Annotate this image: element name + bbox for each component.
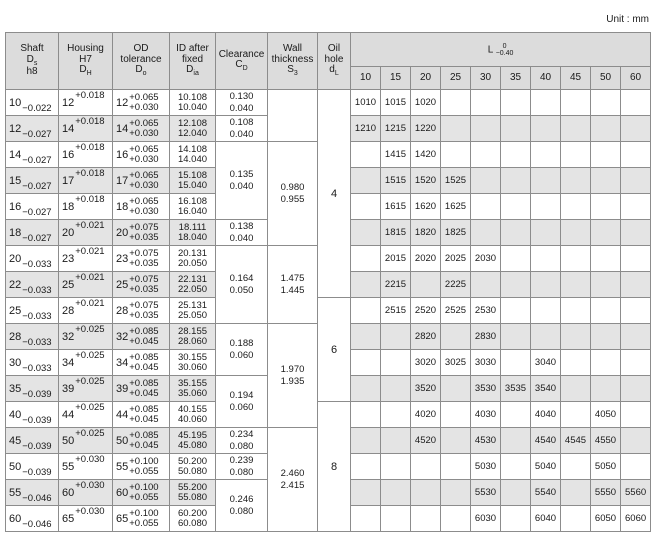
- length-code-cell: 2015: [381, 246, 411, 272]
- length-code-cell: [531, 116, 561, 142]
- od-cell: 65 +0.100 +0.055: [113, 506, 170, 532]
- length-code-cell: 3535: [501, 376, 531, 402]
- length-code-cell: [411, 272, 441, 298]
- length-code-cell: [381, 402, 411, 428]
- length-code-cell: [501, 298, 531, 324]
- housing-cell: 28 +0.021: [59, 298, 113, 324]
- clearance-cell: 0.234 0.080: [216, 428, 268, 454]
- length-code-cell: [561, 376, 591, 402]
- clearance-cell: 0.194 0.060: [216, 376, 268, 428]
- length-code-cell: [531, 168, 561, 194]
- length-code-cell: [351, 220, 381, 246]
- length-code-cell: 3040: [531, 350, 561, 376]
- wall-thickness-cell: [268, 90, 318, 142]
- length-code-cell: [351, 194, 381, 220]
- length-code-cell: [471, 168, 501, 194]
- shaft-cell: 15 −0.027: [6, 168, 59, 194]
- header-wall-thickness: Wall thickness $S_3$: [268, 33, 318, 90]
- length-code-cell: [501, 90, 531, 116]
- shaft-cell: 45 −0.039: [6, 428, 59, 454]
- length-code-cell: 5530: [471, 480, 501, 506]
- length-code-cell: [381, 454, 411, 480]
- length-code-cell: [381, 350, 411, 376]
- length-code-cell: [411, 454, 441, 480]
- oil-hole-cell: 6: [318, 298, 351, 402]
- shaft-cell: 25 −0.033: [6, 298, 59, 324]
- table-row: [6, 298, 651, 324]
- header-length-col: 45: [561, 67, 591, 90]
- housing-cell: 60 +0.030: [59, 480, 113, 506]
- length-code-cell: 2515: [381, 298, 411, 324]
- length-code-cell: [591, 142, 621, 168]
- length-code-cell: 2525: [441, 298, 471, 324]
- housing-cell: 55 +0.030: [59, 454, 113, 480]
- od-cell: 18 +0.065 +0.030: [113, 194, 170, 220]
- length-code-cell: [561, 194, 591, 220]
- length-code-cell: [561, 90, 591, 116]
- length-code-cell: [561, 506, 591, 532]
- length-code-cell: [471, 220, 501, 246]
- length-code-cell: 5560: [621, 480, 651, 506]
- shaft-cell: 28 −0.033: [6, 324, 59, 350]
- length-code-cell: [621, 298, 651, 324]
- length-code-cell: [351, 402, 381, 428]
- length-code-cell: [591, 376, 621, 402]
- housing-cell: 20 +0.021: [59, 220, 113, 246]
- length-code-cell: 3030: [471, 350, 501, 376]
- length-code-cell: [561, 402, 591, 428]
- length-code-cell: 2530: [471, 298, 501, 324]
- housing-cell: 14 +0.018: [59, 116, 113, 142]
- length-code-cell: [501, 324, 531, 350]
- length-code-cell: 1420: [411, 142, 441, 168]
- id-after-fixed-cell: 25.131 25.050: [170, 298, 216, 324]
- length-code-cell: 1615: [381, 194, 411, 220]
- header-length-col: 40: [531, 67, 561, 90]
- length-code-cell: [501, 142, 531, 168]
- shaft-cell: 55 −0.046: [6, 480, 59, 506]
- length-code-cell: [441, 480, 471, 506]
- housing-cell: 34 +0.025: [59, 350, 113, 376]
- bushing-dimension-table: [5, 32, 651, 532]
- id-after-fixed-cell: 28.155 28.060: [170, 324, 216, 350]
- od-cell: 16 +0.065 +0.030: [113, 142, 170, 168]
- length-code-cell: [351, 246, 381, 272]
- od-cell: 23 +0.075 +0.035: [113, 246, 170, 272]
- length-code-cell: 4550: [591, 428, 621, 454]
- od-cell: 55 +0.100 +0.055: [113, 454, 170, 480]
- id-after-fixed-cell: 22.131 22.050: [170, 272, 216, 298]
- od-cell: 39 +0.085 +0.045: [113, 376, 170, 402]
- od-cell: 60 +0.100 +0.055: [113, 480, 170, 506]
- length-code-cell: 1525: [441, 168, 471, 194]
- length-code-cell: [621, 246, 651, 272]
- unit-label: Unit : mm: [606, 14, 649, 25]
- header-clearance: Clearance $C_D$: [216, 33, 268, 90]
- length-code-cell: [621, 116, 651, 142]
- length-code-cell: [591, 324, 621, 350]
- length-code-cell: 1415: [381, 142, 411, 168]
- length-code-cell: 2830: [471, 324, 501, 350]
- length-code-cell: 3020: [411, 350, 441, 376]
- length-code-cell: [531, 142, 561, 168]
- length-code-cell: [561, 324, 591, 350]
- table-row: [6, 402, 651, 428]
- shaft-cell: 30 −0.033: [6, 350, 59, 376]
- length-code-cell: [501, 402, 531, 428]
- clearance-cell: 0.188 0.060: [216, 324, 268, 376]
- length-code-cell: [621, 402, 651, 428]
- length-code-cell: [441, 116, 471, 142]
- id-after-fixed-cell: 15.108 15.040: [170, 168, 216, 194]
- clearance-cell: 0.164 0.050: [216, 246, 268, 324]
- housing-cell: 25 +0.021: [59, 272, 113, 298]
- id-after-fixed-cell: 20.131 20.050: [170, 246, 216, 272]
- shaft-cell: 18 −0.027: [6, 220, 59, 246]
- length-code-cell: [471, 142, 501, 168]
- header-shaft: Shaft $D_s$ h8: [6, 33, 59, 90]
- length-code-cell: 4030: [471, 402, 501, 428]
- shaft-cell: 10 −0.022: [6, 90, 59, 116]
- length-code-cell: [501, 272, 531, 298]
- length-code-cell: 5550: [591, 480, 621, 506]
- length-code-cell: [591, 298, 621, 324]
- header-length: L 0 −0.40: [351, 33, 651, 67]
- length-code-cell: [381, 324, 411, 350]
- shaft-cell: 20 −0.033: [6, 246, 59, 272]
- wall-thickness-cell: 0.980 0.955: [268, 142, 318, 246]
- length-code-cell: [561, 246, 591, 272]
- length-code-cell: 4520: [411, 428, 441, 454]
- length-code-cell: [351, 142, 381, 168]
- length-code-cell: 4020: [411, 402, 441, 428]
- length-code-cell: [531, 324, 561, 350]
- clearance-cell: 0.246 0.080: [216, 480, 268, 532]
- length-code-cell: [621, 454, 651, 480]
- length-code-cell: 1220: [411, 116, 441, 142]
- length-code-cell: 5030: [471, 454, 501, 480]
- length-code-cell: [381, 428, 411, 454]
- table-row: [6, 90, 651, 116]
- length-code-cell: 2025: [441, 246, 471, 272]
- length-code-cell: [591, 90, 621, 116]
- length-code-cell: 2020: [411, 246, 441, 272]
- length-code-cell: [381, 480, 411, 506]
- length-code-cell: [561, 220, 591, 246]
- id-after-fixed-cell: 35.155 35.060: [170, 376, 216, 402]
- length-code-cell: 4540: [531, 428, 561, 454]
- length-code-cell: 1215: [381, 116, 411, 142]
- od-cell: 20 +0.075 +0.035: [113, 220, 170, 246]
- length-code-cell: 3530: [471, 376, 501, 402]
- length-code-cell: [501, 506, 531, 532]
- shaft-cell: 22 −0.033: [6, 272, 59, 298]
- housing-cell: 65 +0.030: [59, 506, 113, 532]
- length-code-cell: 3520: [411, 376, 441, 402]
- oil-hole-cell: 4: [318, 90, 351, 298]
- housing-cell: 32 +0.025: [59, 324, 113, 350]
- clearance-cell: 0.130 0.040: [216, 90, 268, 116]
- length-code-cell: [561, 298, 591, 324]
- length-code-cell: [621, 428, 651, 454]
- length-code-cell: [561, 454, 591, 480]
- id-after-fixed-cell: 55.200 55.080: [170, 480, 216, 506]
- id-after-fixed-cell: 14.108 14.040: [170, 142, 216, 168]
- length-code-cell: [531, 90, 561, 116]
- oil-hole-cell: 8: [318, 402, 351, 532]
- header-length-col: 20: [411, 67, 441, 90]
- length-code-cell: [621, 142, 651, 168]
- length-code-cell: 6050: [591, 506, 621, 532]
- length-code-cell: [501, 428, 531, 454]
- shaft-cell: 16 −0.027: [6, 194, 59, 220]
- length-code-cell: 4530: [471, 428, 501, 454]
- header-od-tolerance: OD tolerance $D_o$: [113, 33, 170, 90]
- length-code-cell: [621, 350, 651, 376]
- length-code-cell: [591, 272, 621, 298]
- length-code-cell: [441, 324, 471, 350]
- header-length-col: 50: [591, 67, 621, 90]
- shaft-cell: 40 −0.039: [6, 402, 59, 428]
- length-code-cell: 3540: [531, 376, 561, 402]
- length-code-cell: [351, 454, 381, 480]
- length-code-cell: [441, 90, 471, 116]
- shaft-cell: 60 −0.046: [6, 506, 59, 532]
- length-code-cell: [351, 428, 381, 454]
- length-code-cell: 2225: [441, 272, 471, 298]
- length-code-cell: [591, 116, 621, 142]
- length-code-cell: [441, 376, 471, 402]
- length-code-cell: [351, 350, 381, 376]
- id-after-fixed-cell: 50.200 50.080: [170, 454, 216, 480]
- length-code-cell: [561, 350, 591, 376]
- clearance-cell: 0.239 0.080: [216, 454, 268, 480]
- length-code-cell: [501, 454, 531, 480]
- shaft-cell: 50 −0.039: [6, 454, 59, 480]
- id-after-fixed-cell: 16.108 16.040: [170, 194, 216, 220]
- length-code-cell: [471, 90, 501, 116]
- length-code-cell: 1820: [411, 220, 441, 246]
- clearance-cell: 0.138 0.040: [216, 220, 268, 246]
- header-length-col: 10: [351, 67, 381, 90]
- length-code-cell: 3025: [441, 350, 471, 376]
- length-code-cell: [351, 272, 381, 298]
- housing-cell: 17 +0.018: [59, 168, 113, 194]
- housing-cell: 18 +0.018: [59, 194, 113, 220]
- shaft-cell: 14 −0.027: [6, 142, 59, 168]
- length-code-cell: [441, 142, 471, 168]
- length-code-cell: [351, 480, 381, 506]
- wall-thickness-cell: 1.475 1.445: [268, 246, 318, 324]
- length-code-cell: [591, 194, 621, 220]
- housing-cell: 23 +0.021: [59, 246, 113, 272]
- length-code-cell: [621, 168, 651, 194]
- header-length-col: 35: [501, 67, 531, 90]
- length-code-cell: 1020: [411, 90, 441, 116]
- length-code-cell: 1210: [351, 116, 381, 142]
- length-code-cell: [351, 506, 381, 532]
- header-oil-hole: Oil hole $d_L$: [318, 33, 351, 90]
- length-code-cell: [441, 506, 471, 532]
- id-after-fixed-cell: 12.108 12.040: [170, 116, 216, 142]
- od-cell: 44 +0.085 +0.045: [113, 402, 170, 428]
- length-code-cell: [441, 454, 471, 480]
- length-code-cell: [501, 220, 531, 246]
- od-cell: 28 +0.075 +0.035: [113, 298, 170, 324]
- length-code-cell: [441, 402, 471, 428]
- length-code-cell: 2520: [411, 298, 441, 324]
- length-code-cell: [501, 194, 531, 220]
- od-cell: 50 +0.085 +0.045: [113, 428, 170, 454]
- header-length-col: 30: [471, 67, 501, 90]
- id-after-fixed-cell: 60.200 60.080: [170, 506, 216, 532]
- length-code-cell: [501, 480, 531, 506]
- length-code-cell: 1010: [351, 90, 381, 116]
- length-code-cell: [381, 506, 411, 532]
- clearance-cell: 0.108 0.040: [216, 116, 268, 142]
- od-cell: 17 +0.065 +0.030: [113, 168, 170, 194]
- shaft-cell: 35 −0.039: [6, 376, 59, 402]
- length-code-cell: 5040: [531, 454, 561, 480]
- id-after-fixed-cell: 18.111 18.040: [170, 220, 216, 246]
- length-code-cell: 1825: [441, 220, 471, 246]
- length-code-cell: [441, 428, 471, 454]
- length-code-cell: 2030: [471, 246, 501, 272]
- housing-cell: 50 +0.025: [59, 428, 113, 454]
- length-code-cell: [501, 350, 531, 376]
- length-code-cell: 6040: [531, 506, 561, 532]
- length-code-cell: [531, 246, 561, 272]
- length-code-cell: [561, 272, 591, 298]
- length-code-cell: 2215: [381, 272, 411, 298]
- length-code-cell: 1625: [441, 194, 471, 220]
- length-code-cell: [471, 272, 501, 298]
- header-length-col: 25: [441, 67, 471, 90]
- length-code-cell: 4545: [561, 428, 591, 454]
- housing-cell: 44 +0.025: [59, 402, 113, 428]
- length-code-cell: [621, 324, 651, 350]
- clearance-cell: 0.135 0.040: [216, 142, 268, 220]
- length-code-cell: [531, 272, 561, 298]
- length-code-cell: 4040: [531, 402, 561, 428]
- length-code-cell: 1515: [381, 168, 411, 194]
- length-code-cell: 6060: [621, 506, 651, 532]
- id-after-fixed-cell: 30.155 30.060: [170, 350, 216, 376]
- length-code-cell: [501, 246, 531, 272]
- length-code-cell: 1520: [411, 168, 441, 194]
- housing-cell: 12 +0.018: [59, 90, 113, 116]
- id-after-fixed-cell: 10.108 10.040: [170, 90, 216, 116]
- length-code-cell: 5540: [531, 480, 561, 506]
- header-length-col: 60: [621, 67, 651, 90]
- header-housing: Housing H7 $D_H$: [59, 33, 113, 90]
- length-code-cell: [381, 376, 411, 402]
- wall-thickness-cell: 1.970 1.935: [268, 324, 318, 428]
- length-code-cell: [621, 272, 651, 298]
- length-code-cell: [501, 116, 531, 142]
- length-code-cell: 2820: [411, 324, 441, 350]
- length-code-cell: [621, 220, 651, 246]
- od-cell: 25 +0.075 +0.035: [113, 272, 170, 298]
- length-code-cell: [351, 298, 381, 324]
- length-code-cell: [591, 168, 621, 194]
- length-code-cell: [531, 298, 561, 324]
- od-cell: 32 +0.085 +0.045: [113, 324, 170, 350]
- length-code-cell: [621, 376, 651, 402]
- length-code-cell: 5050: [591, 454, 621, 480]
- length-code-cell: 1015: [381, 90, 411, 116]
- length-code-cell: [561, 480, 591, 506]
- length-code-cell: [471, 116, 501, 142]
- length-code-cell: [531, 220, 561, 246]
- length-code-cell: [351, 324, 381, 350]
- length-code-cell: 1620: [411, 194, 441, 220]
- length-code-cell: 4050: [591, 402, 621, 428]
- id-after-fixed-cell: 40.155 40.060: [170, 402, 216, 428]
- length-code-cell: [561, 116, 591, 142]
- length-code-cell: [591, 350, 621, 376]
- length-code-cell: [471, 194, 501, 220]
- length-code-cell: [621, 90, 651, 116]
- housing-cell: 16 +0.018: [59, 142, 113, 168]
- od-cell: 34 +0.085 +0.045: [113, 350, 170, 376]
- length-code-cell: [621, 194, 651, 220]
- length-code-cell: 6030: [471, 506, 501, 532]
- length-code-cell: [411, 480, 441, 506]
- length-code-cell: 1815: [381, 220, 411, 246]
- shaft-cell: 12 −0.027: [6, 116, 59, 142]
- id-after-fixed-cell: 45.195 45.080: [170, 428, 216, 454]
- length-code-cell: [501, 168, 531, 194]
- od-cell: 12 +0.065 +0.030: [113, 90, 170, 116]
- length-code-cell: [591, 246, 621, 272]
- length-code-cell: [561, 168, 591, 194]
- length-code-cell: [411, 506, 441, 532]
- header-id-after-fixed: ID after fixed $D_{ia}$: [170, 33, 216, 90]
- length-code-cell: [531, 194, 561, 220]
- length-code-cell: [351, 168, 381, 194]
- housing-cell: 39 +0.025: [59, 376, 113, 402]
- length-code-cell: [561, 142, 591, 168]
- length-code-cell: [351, 376, 381, 402]
- od-cell: 14 +0.065 +0.030: [113, 116, 170, 142]
- wall-thickness-cell: 2.460 2.415: [268, 428, 318, 532]
- length-code-cell: [591, 220, 621, 246]
- header-length-col: 15: [381, 67, 411, 90]
